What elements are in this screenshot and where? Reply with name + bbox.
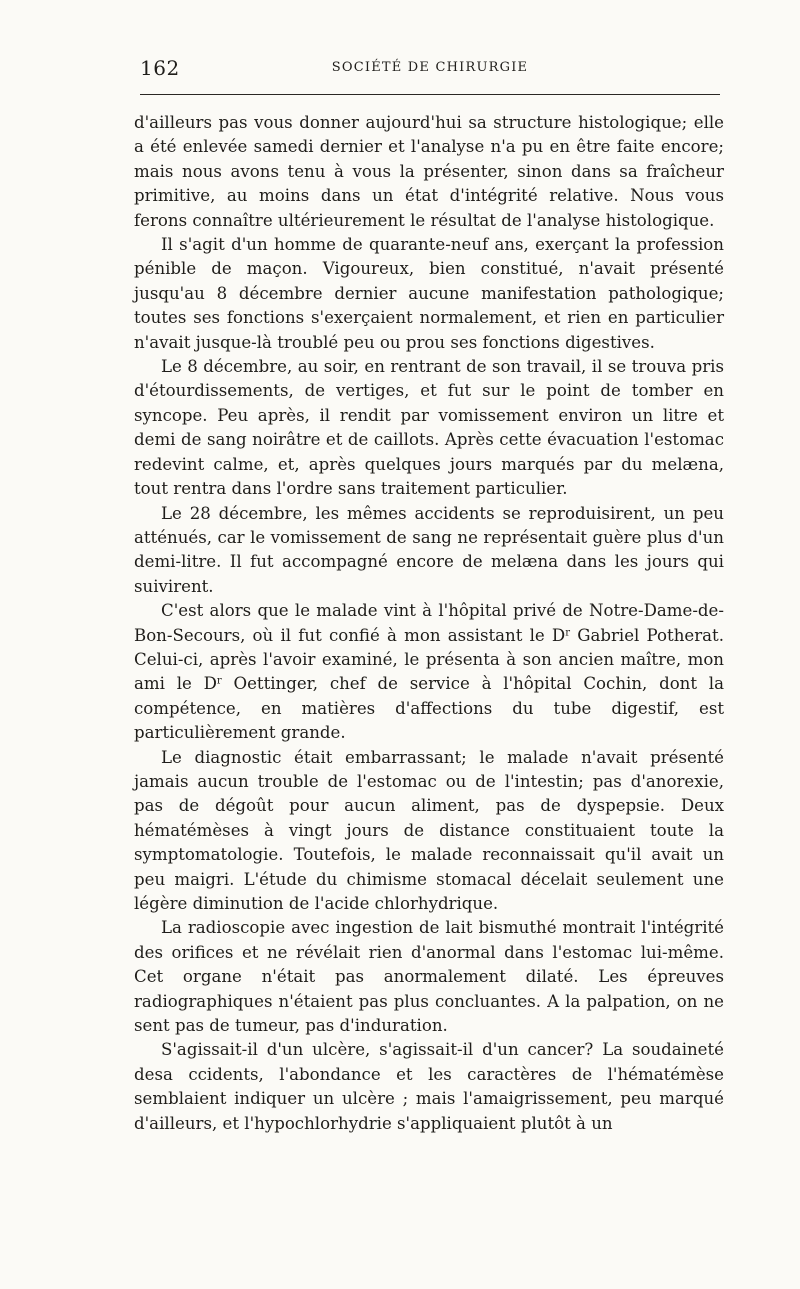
admission-text-end: Oettinger, chef de service à l'hôpital Cochin, dont la compétence, en matières d'affections du tube digestif, est particulièrement grande. — [134, 674, 725, 743]
journal-title: SOCIÉTÉ DE CHIRURGIE — [331, 60, 529, 75]
doctor-abbrev-superscript: r — [565, 627, 571, 639]
paragraph-first-hemorrhage: Le 8 décembre, au soir, en rentrant de son travail, il se trouva pris d'étourdissements, de vertiges, et fut sur le point de tomber en syncope. Peu après, il rendit par vomissement environ un litre et demi de sang noirâtre et de caillots. Après cette évacuation l'estomac redevint calme, et, après quelques jours marqués par du melæna, tout rentra dans l'ordre sans traitement particulier. — [134, 357, 724, 499]
paragraph-diagnosis: Le diagnostic était embarrassant; le malade n'avait présenté jamais aucun trouble de l'estomac ou de l'intestin; pas d'anorexie, pas de dégoût pour aucun aliment, pas de dyspepsie. Deux hématémèses à vingt jours de distance constituaient toute la symptomatologie. Toutefois, le malade reconnaissait qu'il avait un peu maigri. L'étude du chimisme stomacal décelait seulement une légère diminution de l'acide chlorhydrique. — [134, 747, 724, 913]
paragraph-patient-history: Il s'agit d'un homme de quarante-neuf ans, exerçant la profession pénible de maçon. Vigoureux, bien constitué, n'avait présenté jusqu'au 8 décembre dernier aucune manifestation pathologique; toutes ses fonctions s'exerçaient normalement, et rien en particulier n'avait jusque-là troublé peu ou prou ses fonctions digestives. — [134, 235, 724, 352]
paragraph-hospital-admission — [134, 599, 724, 745]
header-rule — [140, 94, 720, 95]
admission-text-middle: Gabriel Potherat. Celui-ci, après l'avoir examiné, le présenta à son ancien maître, mon ami le D — [134, 625, 724, 694]
paragraph-continuation: d'ailleurs pas vous donner aujourd'hui sa structure histologique; elle a été enlevée samedi dernier et l'analyse n'a pu en être faite encore; mais nous avons tenu à vous la présenter, sinon dans sa fraîcheur primitive, au moins dans un état d'intégrité relative. Nous vous ferons connaître ultérieurement le résultat de l'analyse histologique. — [134, 113, 724, 230]
running-head — [140, 56, 720, 82]
paragraph-ulcer-or-cancer: S'agissait-il d'un ulcère, s'agissait-il d'un cancer? La soudaineté desa ccidents, l'abondance et les caractères de l'hématémèse semblaient indiquer un ulcère ; mais l'amaigrissement, peu marqué d'ailleurs, et l'hypochlorhydrie s'appliquaient plutôt à un — [134, 1040, 724, 1133]
page-number: 162 — [140, 56, 180, 80]
admission-text-start: C'est alors que le malade vint à l'hôpital privé de Notre-Dame-de-Bon-Secours, où il fut confié à mon assistant le D — [134, 601, 724, 645]
body-text — [134, 111, 724, 1136]
doctor-abbrev-superscript: r — [216, 675, 222, 687]
paragraph-radioscopy: La radioscopie avec ingestion de lait bismuthé montrait l'intégrité des orifices et ne révélait rien d'anormal dans l'estomac lui-même. Cet organe n'était pas anormalement dilaté. Les épreuves radiographiques n'étaient pas plus concluantes. A la palpation, on ne sent pas de tumeur, pas d'induration. — [134, 918, 724, 1036]
paragraph-second-hemorrhage: Le 28 décembre, les mêmes accidents se reproduisirent, un peu atténués, car le vomissement de sang ne représentait guère plus d'un demi-litre. Il fut accompagné encore de melæna dans les jours qui suivirent. — [134, 503, 724, 596]
